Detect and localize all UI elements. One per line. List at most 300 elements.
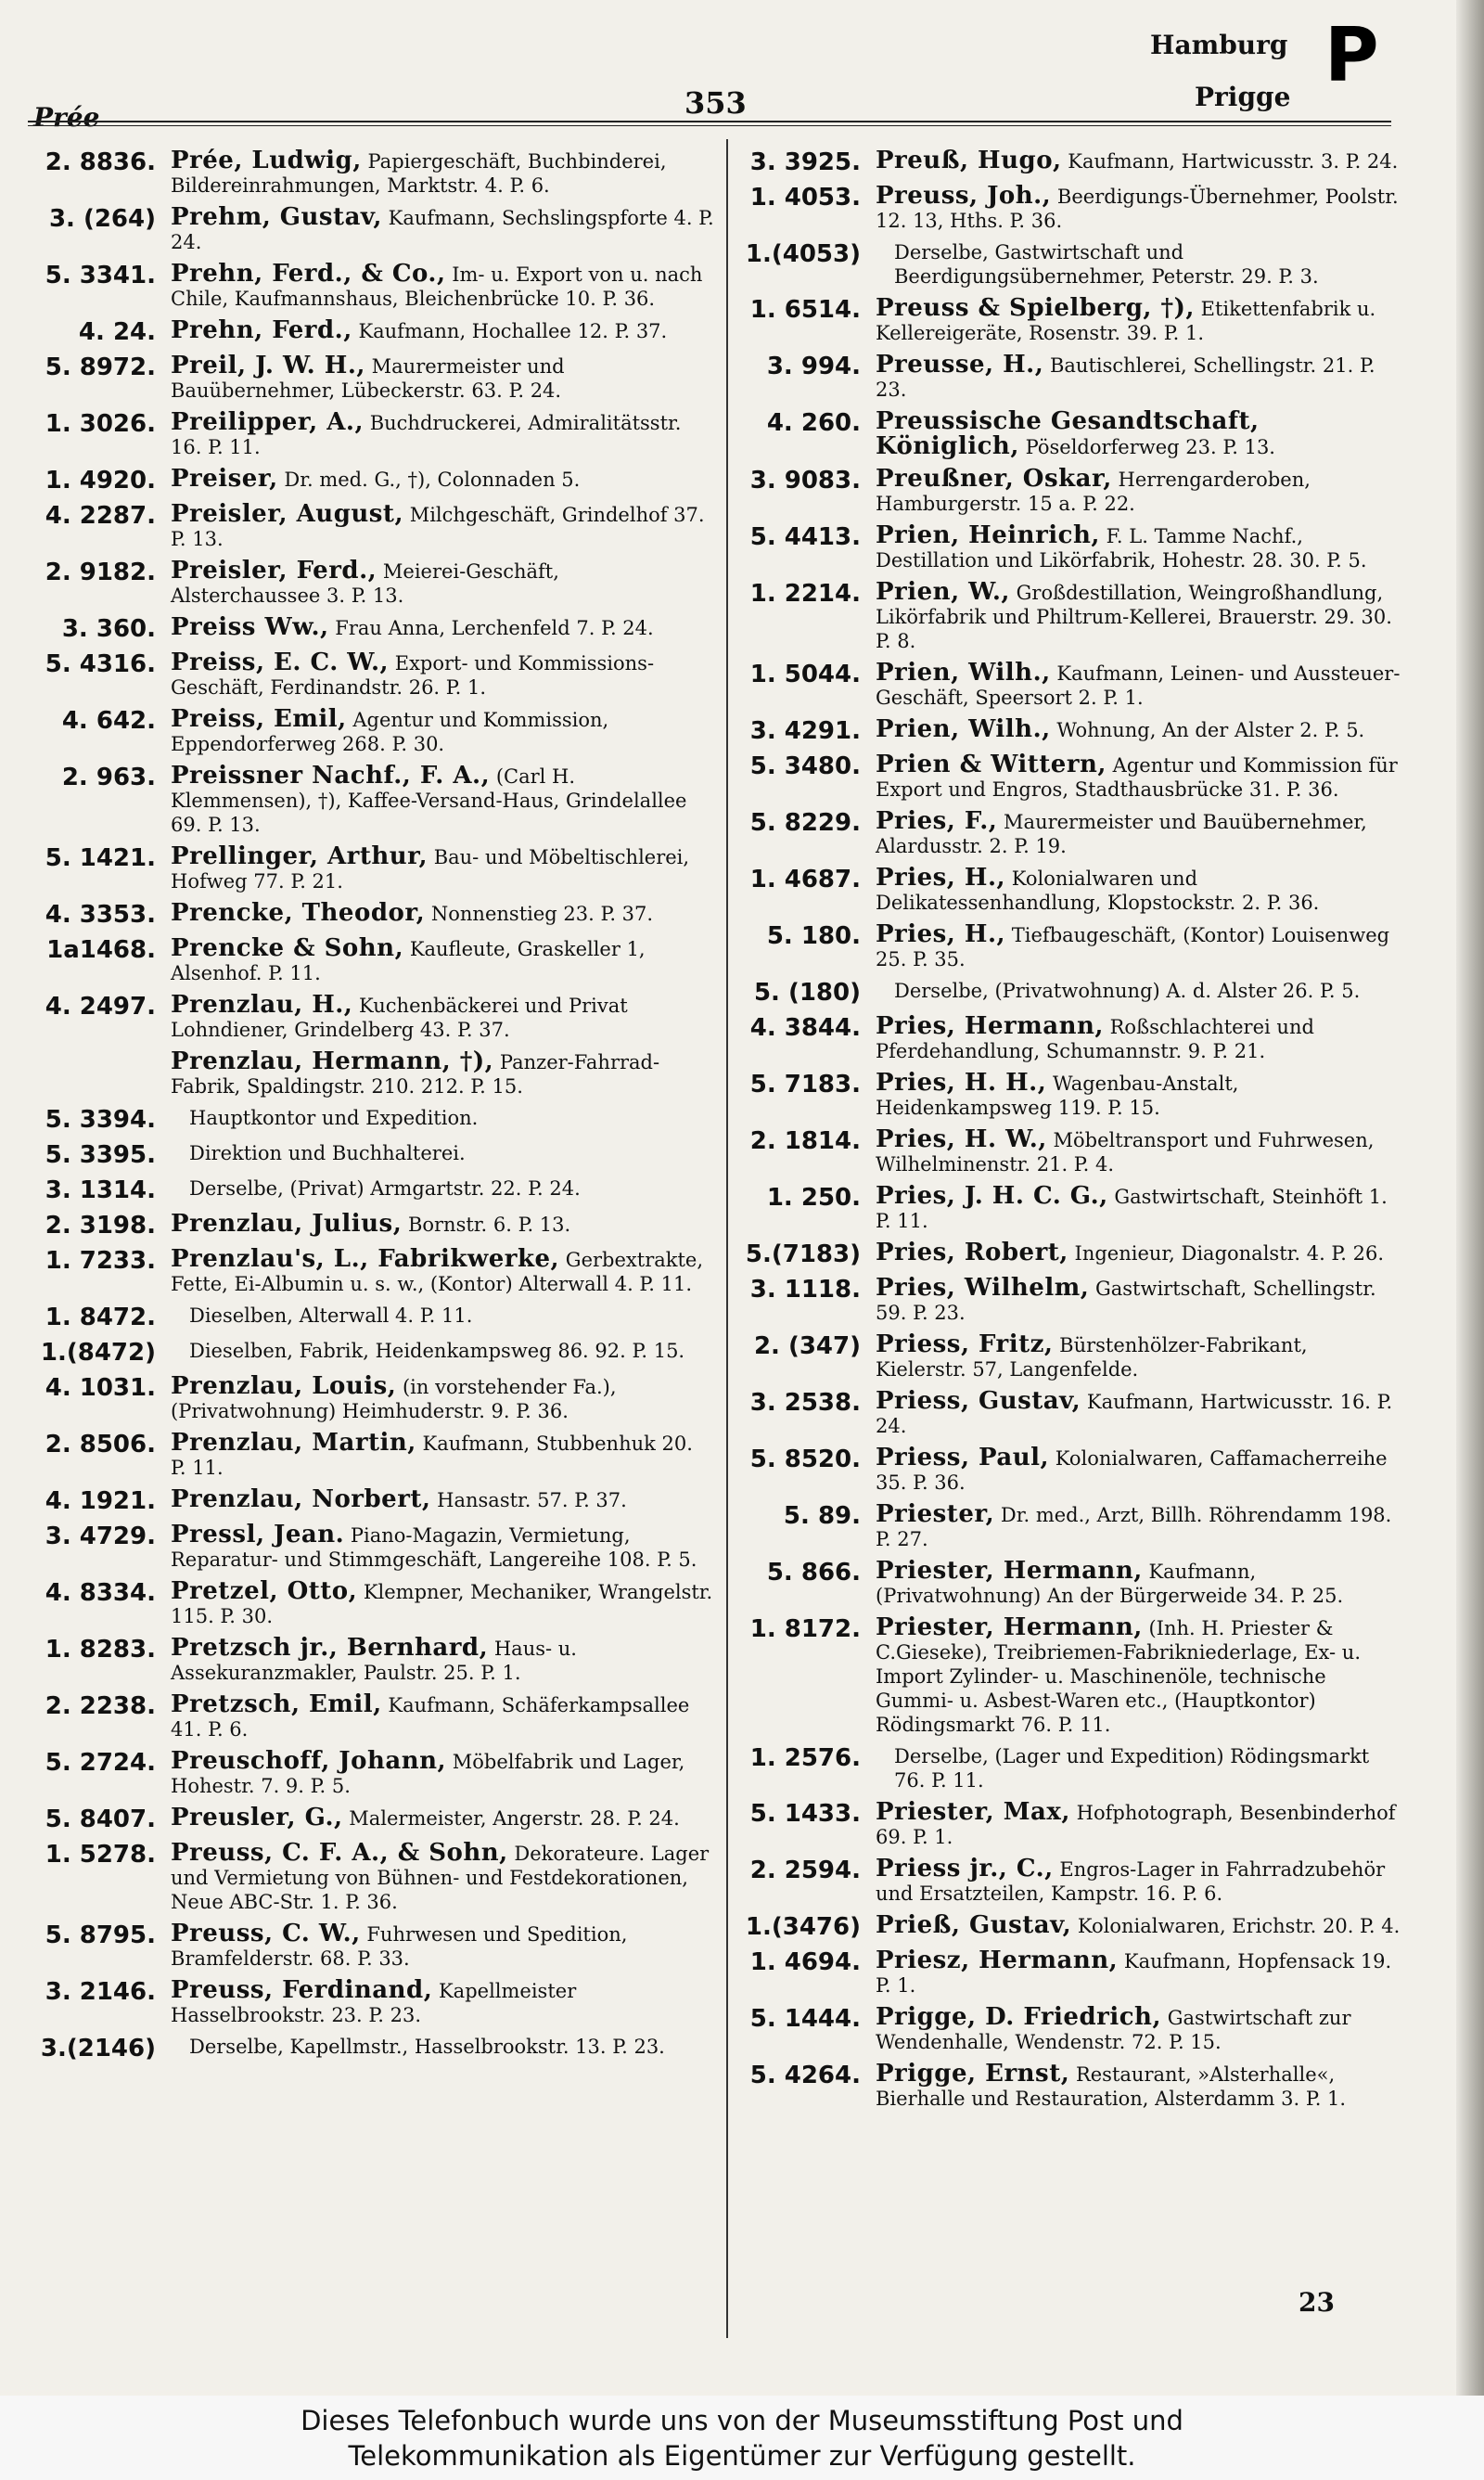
phone-number [28, 1049, 171, 1099]
directory-entry [28, 559, 714, 608]
entry-text [171, 467, 714, 495]
phone-number: 5. 1421. [45, 844, 156, 872]
directory-entry [28, 707, 714, 756]
entry-name: Preiser, [171, 465, 278, 493]
entry-details: Kaufmann, Hartwicusstr. 16. P. 24. [876, 1391, 1393, 1437]
entry-name: Preussische Gesandtschaft, Königlich, [876, 407, 1260, 460]
phone-number: 2. 8836. [45, 148, 156, 176]
column-divider [726, 139, 728, 2338]
entry-name: Prien, Wilh., [876, 659, 1051, 687]
directory-entry [733, 661, 1401, 710]
entry-details: Malermeister, Angerstr. 28. P. 24. [349, 1807, 680, 1830]
directory-entry [733, 1446, 1401, 1495]
entry-text [876, 523, 1401, 572]
entry-name: Priester, Max, [876, 1798, 1070, 1826]
entry-name: Prehn, Ferd., [171, 316, 352, 344]
directory-entry [28, 764, 714, 837]
entry-text [876, 1744, 1401, 1793]
entry-text [171, 353, 714, 403]
entry-details: Kaufmann, (Privatwohnung) An der Bürgerweide 34. P. 25. [876, 1561, 1344, 1607]
directory-entry [733, 809, 1401, 858]
entry-name: Prenzlau, Martin, [171, 1429, 416, 1457]
entry-text [171, 1841, 714, 1914]
entry-text [171, 559, 714, 608]
directory-entry [733, 1559, 1401, 1608]
directory-entry [733, 1332, 1401, 1381]
entry-name: Prieß, Gustav, [876, 1911, 1072, 1939]
entry-name: Preissner Nachf., F. A., [171, 762, 491, 790]
phone-number: 4. 3844. [749, 1014, 861, 1042]
entry-text [171, 1374, 714, 1423]
directory-entry [28, 1431, 714, 1480]
entry-text [876, 409, 1401, 459]
entry-name: Preiss Ww., [171, 613, 329, 641]
entry-name: Preuß, Hugo, [876, 147, 1062, 174]
phone-number: 3. 4291. [749, 717, 861, 745]
page-edge [1456, 0, 1484, 2396]
directory-entry [28, 1141, 714, 1169]
phone-number: 5. 4316. [45, 650, 156, 678]
entry-name: Preuss, C. F. A., & Sohn, [171, 1839, 508, 1867]
entry-details: Kaufmann, Leinen- und Aussteuer-Geschäft, Speersort 2. P. 1. [876, 662, 1401, 709]
entry-name: Preilipper, A., [171, 408, 365, 436]
entry-text [171, 318, 714, 346]
entry-details: (in vorstehender Fa.), (Privatwohnung) Heimhuderstr. 9. P. 36. [171, 1376, 617, 1422]
phone-number: 2. 3198. [45, 1212, 156, 1240]
directory-entry [733, 409, 1401, 459]
directory-entry [28, 318, 714, 346]
phone-number: 5. 2724. [45, 1749, 156, 1777]
entry-text [171, 615, 714, 643]
header-city: Hamburg [1150, 30, 1288, 60]
directory-entry [733, 296, 1401, 345]
entry-details: Klempner, Mechaniker, Wrangelstr. 115. P. 30. [171, 1581, 713, 1627]
entry-text [171, 205, 714, 254]
phone-number: 3. 1314. [45, 1176, 156, 1204]
entry-details: Bautischlerei, Schellingstr. 21. P. 23. [876, 354, 1375, 401]
phone-number: 1. 5278. [45, 1841, 156, 1869]
entry-text [876, 809, 1401, 858]
entry-name: Pries, J. H. C. G., [876, 1182, 1108, 1210]
directory-entry [733, 580, 1401, 653]
phone-number: 5. 3480. [749, 752, 861, 780]
entry-details: Dieselben, Fabrik, Heidenkampsweg 86. 92. P. 15. [189, 1340, 685, 1362]
entry-text [876, 580, 1401, 653]
entry-details: Etikettenfabrik u. Kellereigeräte, Rosenstr. 39. P. 1. [876, 298, 1376, 344]
phone-number: 3. 1118. [749, 1276, 861, 1304]
directory-entry [28, 650, 714, 700]
entry-name: Preil, J. W. H., [171, 352, 365, 379]
entry-name: Priess jr., C., [876, 1855, 1054, 1882]
directory-entry [28, 2035, 714, 2062]
entry-text [171, 1431, 714, 1480]
phone-number: 3. 9083. [749, 467, 861, 495]
entry-details: Meierei-Geschäft, Alsterchaussee 3. P. 13. [171, 560, 559, 607]
directory-entry [733, 866, 1401, 915]
entry-name: Prigge, D. Friedrich, [876, 2003, 1162, 2031]
entry-text [171, 1339, 714, 1367]
directory-entry [733, 1502, 1401, 1551]
entry-text [171, 1692, 714, 1741]
phone-number: 1. 5044. [749, 661, 861, 688]
directory-entry [733, 2062, 1401, 2111]
entry-name: Priester, Hermann, [876, 1557, 1143, 1585]
directory-entry [733, 1913, 1401, 1941]
entry-name: Prenzlau, Julius, [171, 1210, 403, 1238]
entry-details: Derselbe, (Privat) Armgartstr. 22. P. 24. [189, 1177, 581, 1200]
entry-details: Wagenbau-Anstalt, Heidenkampsweg 119. P. 15. [876, 1073, 1239, 1119]
header-page-number: 353 [684, 85, 747, 121]
entry-details: Kaufmann, Stubbenhuk 20. P. 11. [171, 1433, 693, 1479]
entry-name: Priess, Paul, [876, 1444, 1050, 1471]
phone-number: 4. 642. [61, 707, 156, 735]
entry-text [876, 296, 1401, 345]
entry-text [171, 844, 714, 893]
entry-text [171, 901, 714, 929]
entry-details: Kolonialwaren, Caffamacherreihe 35. P. 36. [876, 1447, 1388, 1494]
phone-number: 1. 4920. [45, 467, 156, 495]
entry-text [876, 184, 1401, 233]
entry-name: Priesz, Hermann, [876, 1947, 1119, 1974]
directory-entry [733, 1014, 1401, 1063]
entry-text [876, 1184, 1401, 1233]
entry-text [876, 1276, 1401, 1325]
phone-number: 5. 8972. [45, 353, 156, 381]
entry-name: Prehn, Ferd., & Co., [171, 260, 446, 288]
directory-entry [28, 1841, 714, 1914]
entry-text [171, 764, 714, 837]
entry-details: Ingenieur, Diagonalstr. 4. P. 26. [1074, 1242, 1385, 1265]
entry-details: (Inh. H. Priester & C.Gieseke), Treibriemen-Fabrikniederlage, Ex- u. Import Zylinder- u. Maschinenöle, technische Gummi- u. Asbest-Waren etc., (Hauptkontor) Rödingsmarkt 76. P. 11. [876, 1617, 1361, 1736]
directory-entry [733, 1800, 1401, 1849]
entry-details: (Carl H. Klemmensen), †), Kaffee-Versand-Haus, Grindelallee 69. P. 13. [171, 765, 687, 836]
entry-text [876, 1502, 1401, 1551]
entry-name: Preisler, August, [171, 500, 403, 528]
phone-number: 2. 2594. [749, 1857, 861, 1884]
phone-number: 4. 1031. [45, 1374, 156, 1402]
entry-details: Dr. med., Arzt, Billh. Röhrendamm 198. P. 27. [876, 1504, 1392, 1550]
directory-entry [28, 1374, 714, 1423]
phone-number: 4. 8334. [45, 1579, 156, 1607]
entry-text [171, 262, 714, 311]
directory-entry [28, 615, 714, 643]
phone-number: 5. 89. [783, 1502, 861, 1530]
entry-name: Prien & Wittern, [876, 751, 1107, 778]
entry-name: Prellinger, Arthur, [171, 842, 429, 870]
directory-entry [733, 1744, 1401, 1793]
entry-text [876, 1014, 1401, 1063]
entry-name: Prenzlau's, L., Fabrikwerke, [171, 1245, 560, 1273]
phone-number: 1. 8283. [45, 1636, 156, 1664]
phone-number: 1. 2214. [749, 580, 861, 608]
entry-name: Pries, H., [876, 864, 1006, 892]
phone-number: 3.(2146) [40, 2035, 156, 2062]
entry-details: Papiergeschäft, Buchbinderei, Bildereinrahmungen, Marktstr. 4. P. 6. [171, 150, 667, 197]
directory-entry [733, 1857, 1401, 1906]
entry-name: Prenzlau, Norbert, [171, 1485, 431, 1513]
entry-name: Preuss, Joh., [876, 182, 1052, 210]
entry-name: Preußner, Oskar, [876, 465, 1112, 493]
phone-number: 5. 3394. [45, 1106, 156, 1134]
entry-details: F. L. Tamme Nachf., Destillation und Likörfabrik, Hohestr. 28. 30. P. 5. [876, 525, 1367, 572]
phone-number: 3. 994. [766, 353, 861, 380]
phone-number: 1. 2576. [749, 1744, 861, 1772]
right-column [733, 148, 1401, 2118]
phone-number: 5. 1433. [749, 1800, 861, 1828]
left-column [28, 148, 714, 2070]
entry-text [876, 2005, 1401, 2054]
entry-text [171, 993, 714, 1042]
directory-entry [28, 1212, 714, 1240]
entry-name: Preusse, H., [876, 351, 1044, 379]
entry-details: Großdestillation, Weingroßhandlung, Likörfabrik und Philtrum-Kellerei, Brauerstr. 29. 30. P. 8. [876, 582, 1392, 652]
entry-name: Prigge, Ernst, [876, 2060, 1070, 2088]
directory-entry [733, 1276, 1401, 1325]
entry-details: Haus- u. Assekuranzmakler, Paulstr. 25. P. 1. [171, 1638, 577, 1684]
entry-details: Kaufmann, Hochallee 12. P. 37. [358, 320, 668, 342]
entry-details: Kolonialwaren, Erichstr. 20. P. 4. [1077, 1915, 1401, 1937]
phone-number: 5. 4264. [749, 2062, 861, 2089]
directory-entry [28, 502, 714, 551]
phone-number: 3. 2538. [749, 1389, 861, 1417]
phone-number: 4. 1921. [45, 1487, 156, 1515]
entry-text [171, 707, 714, 756]
entry-name: Priester, Hermann, [876, 1613, 1143, 1641]
directory-entry [733, 148, 1401, 176]
entry-name: Pries, Robert, [876, 1239, 1068, 1266]
entry-details: Dekorateure. Lager und Vermietung von Bühnen- und Festdekorationen, Neue ABC-Str. 1. P. 36. [171, 1843, 710, 1913]
footer-note [0, 2396, 1484, 2480]
directory-entry [28, 148, 714, 198]
entry-name: Priester, [876, 1500, 995, 1528]
entry-details: Maurermeister und Bauübernehmer, Alardusstr. 2. P. 19. [876, 811, 1367, 857]
phone-number: 3. 360. [61, 615, 156, 643]
phone-number: 1a1468. [46, 936, 156, 964]
entry-text [171, 1749, 714, 1798]
entry-details: Kaufmann, Sechslingspforte 4. P. 24. [171, 207, 714, 253]
entry-name: Preiss, Emil, [171, 705, 347, 733]
entry-text [876, 979, 1401, 1007]
entry-details: Hauptkontor und Expedition. [189, 1107, 479, 1129]
phone-number: 2. 8506. [45, 1431, 156, 1458]
directory-entry [28, 262, 714, 311]
entry-text [876, 1071, 1401, 1120]
phone-number: 3. 4729. [45, 1523, 156, 1550]
phone-number: 5. 1444. [749, 2005, 861, 2033]
directory-entry [733, 467, 1401, 516]
entry-name: Prehm, Gustav, [171, 203, 382, 231]
phone-number: 1. 4053. [749, 184, 861, 212]
entry-text [876, 148, 1401, 176]
directory-entry [733, 1071, 1401, 1120]
entry-details: Kaufmann, Hartwicusstr. 3. P. 24. [1068, 150, 1399, 173]
entry-text [171, 1523, 714, 1572]
entry-text [876, 866, 1401, 915]
entry-details: Möbelfabrik und Lager, Hohestr. 7. 9. P. 5. [171, 1751, 685, 1797]
directory-entry [28, 1921, 714, 1971]
phone-number: 1. 8472. [45, 1304, 156, 1331]
entry-text [171, 1212, 714, 1240]
entry-name: Prenzlau, H., [171, 991, 353, 1019]
directory-entry [733, 1184, 1401, 1233]
entry-name: Prée, Ludwig, [171, 147, 362, 174]
entry-details: Gerbextrakte, Fette, Ei-Albumin u. s. w., (Kontor) Alterwall 4. P. 11. [171, 1249, 704, 1295]
entry-name: Prencke & Sohn, [171, 934, 404, 962]
entry-text [171, 1636, 714, 1685]
entry-name: Preisler, Ferd., [171, 557, 377, 585]
entry-text [876, 1446, 1401, 1495]
entry-text [876, 922, 1401, 971]
phone-number: 5. 7183. [749, 1071, 861, 1099]
directory-entry [28, 1304, 714, 1331]
entry-details: Gastwirtschaft zur Wendenhalle, Wendenstr. 72. P. 15. [876, 2007, 1351, 2053]
entry-details: Tiefbaugeschäft, (Kontor) Louisenweg 25. P. 35. [876, 924, 1390, 970]
directory-entry [28, 410, 714, 459]
entry-text [171, 410, 714, 459]
entry-text [171, 650, 714, 700]
entry-text [876, 1127, 1401, 1176]
entry-details: Im- u. Export von u. nach Chile, Kaufmannshaus, Bleichenbrücke 10. P. 36. [171, 263, 703, 310]
header-rule [28, 121, 1391, 126]
entry-details: Maurermeister und Bauübernehmer, Lübeckerstr. 63. P. 24. [171, 355, 565, 402]
entry-details: Beerdigungs-Übernehmer, Poolstr. 12. 13, Hths. P. 36. [876, 186, 1399, 232]
entry-details: Kaufleute, Graskeller 1, Alsenhof. P. 11. [171, 938, 646, 984]
entry-name: Pries, H. H., [876, 1069, 1047, 1097]
entry-text [171, 2035, 714, 2062]
phone-number: 1.(3476) [745, 1913, 861, 1941]
directory-entry [28, 1523, 714, 1572]
entry-name: Pries, Wilhelm, [876, 1274, 1090, 1302]
directory-entry [28, 1805, 714, 1833]
entry-text [171, 1921, 714, 1971]
directory-entry [28, 1978, 714, 2027]
entry-details: Derselbe, Gastwirtschaft und Beerdigungsübernehmer, Peterstr. 29. P. 3. [894, 241, 1319, 288]
phone-number: 5. 3395. [45, 1141, 156, 1169]
directory-entry [733, 752, 1401, 802]
entry-name: Prenzlau, Hermann, †), [171, 1047, 494, 1075]
phone-number: 5. 8520. [749, 1446, 861, 1473]
entry-details: Hansastr. 57. P. 37. [437, 1489, 627, 1511]
directory-entry [28, 1749, 714, 1798]
entry-name: Priess, Gustav, [876, 1387, 1081, 1415]
entry-name: Pries, H. W., [876, 1125, 1047, 1153]
entry-text [171, 1579, 714, 1628]
entry-details: Herrengarderoben, Hamburgerstr. 15 a. P. 22. [876, 469, 1311, 515]
entry-name: Prien, Wilh., [876, 715, 1051, 743]
entry-text [876, 1389, 1401, 1438]
directory-entry [28, 1636, 714, 1685]
directory-entry [733, 523, 1401, 572]
directory-entry [28, 936, 714, 985]
entry-text [876, 1615, 1401, 1737]
directory-entry [28, 1106, 714, 1134]
entry-text [876, 717, 1401, 745]
entry-text [876, 2062, 1401, 2111]
phone-number: 3. 3925. [749, 148, 861, 176]
phone-number: 4. 260. [766, 409, 861, 437]
header-section-letter: P [1324, 12, 1379, 98]
entry-text [171, 1487, 714, 1515]
phone-number: 4. 24. [78, 318, 156, 346]
entry-name: Preuss, Ferdinand, [171, 1976, 433, 2004]
entry-details: Möbeltransport und Fuhrwesen, Wilhelminenstr. 21. P. 4. [876, 1129, 1375, 1176]
directory-entry [733, 922, 1401, 971]
phone-number: 1. 4687. [749, 866, 861, 893]
directory-entry [733, 717, 1401, 745]
directory-entry [28, 1579, 714, 1628]
phone-number: 2. 1814. [749, 1127, 861, 1155]
phone-number: 2. (347) [753, 1332, 861, 1360]
phone-number: 1. 4694. [749, 1948, 861, 1976]
header-first-entry: Prée [33, 102, 100, 133]
entry-text [171, 1141, 714, 1169]
directory-entry [28, 844, 714, 893]
directory-entry [733, 2005, 1401, 2054]
entry-name: Prencke, Theodor, [171, 899, 426, 927]
directory-entry [733, 1389, 1401, 1438]
phone-number: 5. 3341. [45, 262, 156, 289]
entry-details: Agentur und Kommission, Eppendorferweg 268. P. 30. [171, 709, 609, 755]
phone-number: 5. 8407. [45, 1805, 156, 1833]
entry-details: Kolonialwaren und Delikatessenhandlung, Klopstockstr. 2. P. 36. [876, 867, 1320, 914]
entry-details: Pöseldorferweg 23. P. 13. [1025, 436, 1275, 458]
phone-number: 4. 2497. [45, 993, 156, 1021]
entry-text [171, 1247, 714, 1296]
page-header [28, 12, 1401, 133]
footer-note-line2: Telekommunikation als Eigentümer zur Verfügung gestellt. [348, 2440, 1136, 2472]
phone-number: 1. 8172. [749, 1615, 861, 1643]
entry-name: Preuss, C. W., [171, 1920, 361, 1947]
entry-name: Preiss, E. C. W., [171, 649, 390, 676]
directory-entry [28, 353, 714, 403]
entry-details: Hofphotograph, Besenbinderhof 69. P. 1. [876, 1802, 1396, 1848]
entry-text [876, 467, 1401, 516]
entry-name: Prien, W., [876, 578, 1010, 606]
entry-details: Fuhrwesen und Spedition, Bramfelderstr. 68. P. 33. [171, 1923, 628, 1970]
entry-details: Nonnenstieg 23. P. 37. [430, 903, 654, 925]
entry-text [171, 1978, 714, 2027]
directory-entry [733, 1948, 1401, 1998]
entry-details: Derselbe, (Privatwohnung) A. d. Alster 26. P. 5. [894, 980, 1361, 1002]
entry-text [876, 661, 1401, 710]
entry-details: Engros-Lager in Fahrradzubehör und Ersatzteilen, Kampstr. 16. P. 6. [876, 1858, 1386, 1905]
entry-details: Kaufmann, Hopfensack 19. P. 1. [876, 1950, 1392, 1997]
entry-details: Buchdruckerei, Admiralitätsstr. 16. P. 11. [171, 412, 682, 458]
entry-details: Kaufmann, Schäferkampsallee 41. P. 6. [171, 1694, 690, 1741]
entry-details: Kapellmeister Hasselbrookstr. 23. P. 23. [171, 1980, 577, 2026]
entry-details: Agentur und Kommission für Export und Engros, Stadthausbrücke 31. P. 36. [876, 754, 1398, 801]
entry-details: Direktion und Buchhalterei. [189, 1142, 466, 1164]
entry-details: Gastwirtschaft, Schellingstr. 59. P. 23. [876, 1278, 1376, 1324]
entry-details: Bau- und Möbeltischlerei, Hofweg 77. P. 21. [171, 846, 690, 893]
entry-details: Roßschlachterei und Pferdehandlung, Schumannstr. 9. P. 21. [876, 1016, 1314, 1062]
entry-name: Pretzel, Otto, [171, 1577, 358, 1605]
entry-name: Pretzsch, Emil, [171, 1690, 382, 1718]
entry-name: Prien, Heinrich, [876, 521, 1100, 549]
directory-entry [28, 901, 714, 929]
entry-details: Bornstr. 6. P. 13. [407, 1214, 571, 1236]
phone-number: 5. 4413. [749, 523, 861, 551]
entry-name: Preuschoff, Johann, [171, 1747, 447, 1775]
phone-number: 5. 8795. [45, 1921, 156, 1949]
directory-entry [28, 467, 714, 495]
entry-details: Dr. med. G., †), Colonnaden 5. [284, 469, 581, 491]
entry-details: Export- und Kommissions-Geschäft, Ferdinandstr. 26. P. 1. [171, 652, 655, 699]
entry-name: Preuss & Spielberg, †), [876, 294, 1195, 322]
entry-text [171, 936, 714, 985]
entry-name: Prenzlau, Louis, [171, 1372, 397, 1400]
entry-text [876, 1240, 1401, 1268]
